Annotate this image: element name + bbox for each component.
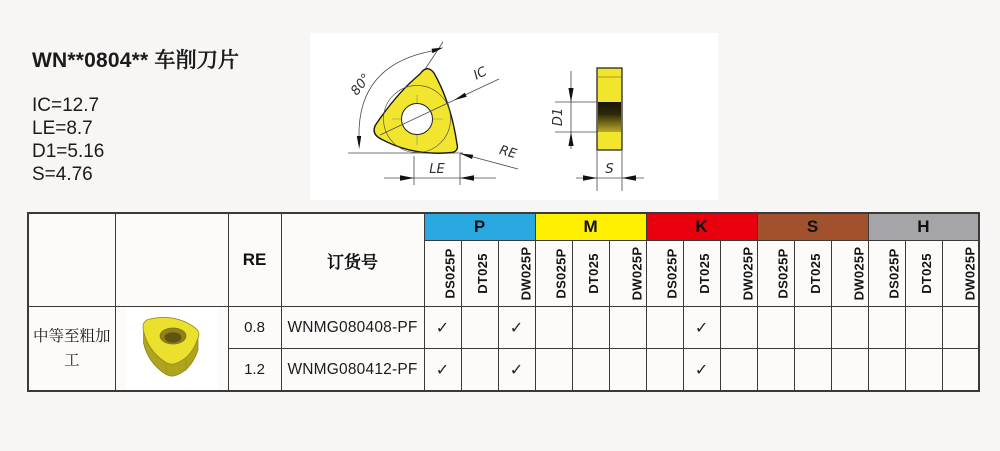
dimension-specs (32, 94, 104, 186)
check-s-dt025 (794, 349, 831, 392)
check-s-ds025p (757, 349, 794, 392)
check-s-dw025p (831, 307, 868, 349)
grade-header-m-dt025: DT025 (572, 241, 609, 307)
grade-header-p-dw025p: DW025P (498, 241, 535, 307)
group-header-m: M (535, 213, 646, 241)
group-header-p: P (424, 213, 535, 241)
check-p-ds025p: ✓ (424, 349, 461, 392)
grade-header-k-dt025: DT025 (683, 241, 720, 307)
check-s-ds025p (757, 307, 794, 349)
check-p-ds025p: ✓ (424, 307, 461, 349)
ic-label: IC (471, 64, 490, 84)
check-m-dt025 (572, 307, 609, 349)
d1-arrow-bottom (568, 132, 573, 146)
check-p-dw025p: ✓ (498, 307, 535, 349)
spec-s: S=4.76 (32, 164, 93, 185)
spec-le: LE=8.7 (32, 118, 93, 139)
order-number: WNMG080408-PF (281, 307, 424, 349)
check-p-dt025 (461, 307, 498, 349)
grade-header-h-dt025: DT025 (905, 241, 942, 307)
grade-header-h-dw025p: DW025P (942, 241, 979, 307)
technical-drawing-panel (310, 33, 718, 200)
check-m-ds025p (535, 307, 572, 349)
s-arrow-left (583, 175, 597, 180)
grade-header-m-dw025p: DW025P (609, 241, 646, 307)
grade-header-s-dt025: DT025 (794, 241, 831, 307)
order-number: WNMG080412-PF (281, 349, 424, 392)
d1-label: D1 (551, 107, 566, 127)
angle-arrow-top (432, 48, 444, 54)
s-label: S (605, 162, 614, 177)
check-m-ds025p (535, 349, 572, 392)
check-k-dw025p (720, 349, 757, 392)
insert-hole (164, 332, 181, 342)
check-p-dw025p: ✓ (498, 349, 535, 392)
le-arrow-right (460, 175, 474, 180)
re-label: RE (497, 143, 519, 163)
angle-arrow-bottom (357, 136, 361, 149)
grades-table (27, 212, 980, 392)
check-k-ds025p (646, 349, 683, 392)
corner-cell-image (115, 213, 228, 307)
check-h-dw025p (942, 349, 979, 392)
s-arrow-right (622, 175, 636, 180)
check-h-ds025p (868, 349, 905, 392)
grade-header-s-dw025p: DW025P (831, 241, 868, 307)
check-k-dw025p (720, 307, 757, 349)
le-arrow-left (400, 175, 414, 180)
check-h-dt025 (905, 349, 942, 392)
angle-label: 80° (348, 71, 375, 99)
check-s-dw025p (831, 349, 868, 392)
group-header-h: H (868, 213, 979, 241)
grade-header-k-ds025p: DS025P (646, 241, 683, 307)
insert-3d-image (126, 308, 218, 389)
le-label: LE (429, 162, 445, 177)
d1-arrow-top (568, 88, 573, 102)
check-m-dt025 (572, 349, 609, 392)
insert-photo-cell (115, 307, 228, 392)
side-view-hole-band (598, 102, 621, 132)
check-k-dt025: ✓ (683, 307, 720, 349)
grade-header-s-ds025p: DS025P (757, 241, 794, 307)
check-h-dw025p (942, 307, 979, 349)
order-column-header: 订货号 (281, 213, 424, 307)
re-value: 1.2 (228, 349, 281, 392)
ic-arrow (454, 93, 467, 101)
re-value: 0.8 (228, 307, 281, 349)
grade-header-m-ds025p: DS025P (535, 241, 572, 307)
check-k-dt025: ✓ (683, 349, 720, 392)
check-h-dt025 (905, 307, 942, 349)
machining-type-label: 中等至粗加工 (28, 307, 115, 392)
check-s-dt025 (794, 307, 831, 349)
check-p-dt025 (461, 349, 498, 392)
corner-cell-label (28, 213, 115, 307)
grade-header-p-ds025p: DS025P (424, 241, 461, 307)
check-k-ds025p (646, 307, 683, 349)
spec-d1: D1=5.16 (32, 141, 105, 162)
re-arrow (460, 154, 473, 160)
group-header-k: K (646, 213, 757, 241)
grade-header-p-dt025: DT025 (461, 241, 498, 307)
center-hole (402, 104, 433, 135)
group-header-s: S (757, 213, 868, 241)
re-column-header: RE (228, 213, 281, 307)
grade-header-h-ds025p: DS025P (868, 241, 905, 307)
check-h-ds025p (868, 307, 905, 349)
page-title: WN**0804** 车削刀片 (32, 49, 240, 72)
check-m-dw025p (609, 307, 646, 349)
spec-ic: IC=12.7 (32, 95, 100, 116)
insert-technical-drawing (310, 33, 718, 200)
check-m-dw025p (609, 349, 646, 392)
grade-header-k-dw025p: DW025P (720, 241, 757, 307)
